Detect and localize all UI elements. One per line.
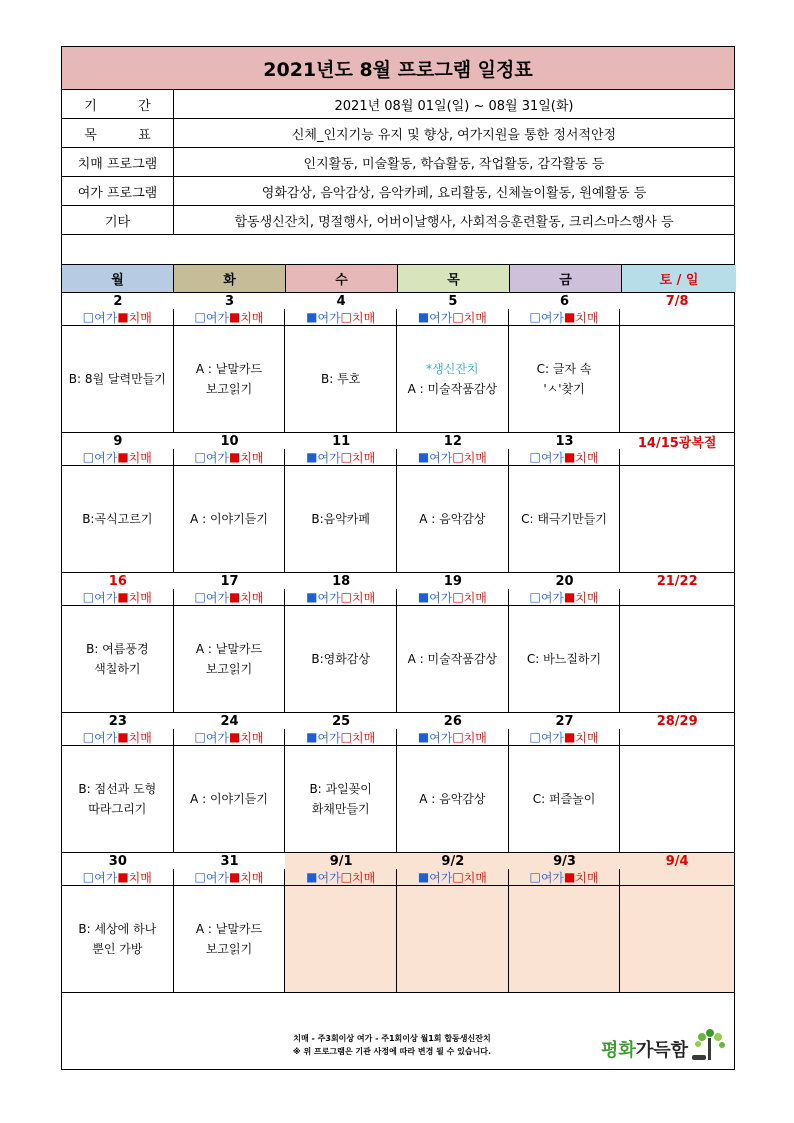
date-number: 9 [113, 433, 123, 449]
activity-cell [620, 466, 734, 572]
info-value: 인지활동, 미술활동, 학습활동, 작업활동, 감각활동 등 [303, 156, 605, 172]
checked-box-icon: ■ [229, 870, 241, 884]
week-row [62, 853, 734, 993]
unchecked-box-icon: □ [529, 310, 541, 324]
checked-box-icon: ■ [229, 590, 241, 604]
checked-box-icon: ■ [417, 870, 430, 884]
week-row [62, 573, 734, 713]
checked-box-icon: ■ [564, 310, 576, 324]
date-number: 26 [443, 713, 462, 729]
activity-cell: C: 글자 속 'ㅅ'찾기 [509, 326, 621, 432]
spacer-row [62, 235, 734, 265]
activity-cell: A : 음악감상 [397, 746, 509, 852]
date-number: 25 [332, 713, 351, 729]
checked-box-icon: ■ [306, 590, 318, 604]
unchecked-box-icon: □ [194, 590, 206, 604]
checked-box-icon: ■ [417, 590, 430, 604]
footer-note-frequency: 치매 - 주3회이상 여가 - 주1회이상 월1회 합동생신잔치 [293, 1034, 491, 1043]
program-type-check: □ 여가 ■ 치매 [509, 869, 621, 885]
date-number: 10 [220, 433, 239, 449]
date-number: 27 [555, 713, 574, 729]
info-value: 영화감상, 음악감상, 음악카페, 요리활동, 신체놀이활동, 원예활동 등 [261, 185, 647, 201]
info-row [62, 206, 734, 235]
week-row [62, 293, 734, 433]
info-value: 합동생신잔치, 명절행사, 어버이날행사, 사회적응훈련활동, 크리스마스행사 등 [234, 214, 674, 230]
program-type-check: □ 여가 ■ 치매 [62, 589, 174, 605]
checked-box-icon: ■ [306, 310, 318, 324]
activity-cell [620, 606, 734, 712]
date-number: 11 [332, 433, 351, 449]
date-number: 9/3 [509, 853, 621, 869]
date-number: 2 [113, 293, 123, 309]
program-type-check: □ 여가 ■ 치매 [174, 589, 286, 605]
activity-cell: B:음악카페 [285, 466, 397, 572]
activity-cell: B:곡식고르기 [62, 466, 174, 572]
checked-box-icon: ■ [229, 310, 241, 324]
program-type-check: ■ 여가 □ 치매 [397, 589, 509, 605]
unchecked-box-icon: □ [452, 450, 464, 464]
logo [601, 1028, 728, 1062]
unchecked-box-icon: □ [340, 870, 353, 884]
activity-cell [285, 886, 397, 992]
program-type-check: □ 여가 ■ 치매 [62, 309, 174, 325]
date-number: 9/2 [397, 853, 509, 869]
program-type-check: □ 여가 ■ 치매 [174, 309, 286, 325]
program-type-check [620, 589, 734, 605]
checked-box-icon: ■ [306, 730, 318, 744]
unchecked-box-icon: □ [340, 730, 353, 744]
weekday-0: 월 [62, 265, 174, 292]
program-type-check [620, 309, 734, 325]
weekday-3: 목 [398, 265, 510, 292]
program-type-check: □ 여가 ■ 치매 [509, 589, 621, 605]
activity-cell [620, 886, 734, 992]
info-value: 2021년 08월 01일(일) ~ 08월 31일(화) [334, 98, 574, 114]
program-type-check: □ 여가 ■ 치매 [174, 449, 286, 465]
unchecked-box-icon: □ [82, 730, 95, 744]
info-label: 기타 [62, 206, 174, 234]
unchecked-box-icon: □ [452, 730, 464, 744]
checked-box-icon: ■ [306, 870, 318, 884]
info-label: 치매 프로그램 [62, 148, 174, 176]
program-type-check: □ 여가 ■ 치매 [174, 729, 286, 745]
activity-cell [509, 886, 621, 992]
program-type-check: □ 여가 ■ 치매 [62, 449, 174, 465]
weekday-5: 토 / 일 [622, 265, 736, 292]
program-type-check: □ 여가 ■ 치매 [62, 729, 174, 745]
page-title: 2021년도 8월 프로그램 일정표 [62, 47, 734, 90]
info-label: 기 간 [62, 90, 174, 118]
weekday-4: 금 [510, 265, 622, 292]
program-type-check: ■ 여가 □ 치매 [285, 869, 397, 885]
date-number: 9/1 [285, 853, 397, 869]
date-number: 3 [224, 293, 235, 309]
date-number: 31 [220, 853, 239, 869]
date-number: 20 [555, 573, 574, 589]
checked-box-icon: ■ [417, 450, 430, 464]
activity-cell: A : 낱말카드 보고읽기 [174, 326, 286, 432]
activity-cell: B: 8월 달력만들기 [62, 326, 174, 432]
checked-box-icon: ■ [229, 730, 241, 744]
info-table [62, 90, 734, 235]
footer [62, 1022, 734, 1069]
activity-cell: A : 음악감상 [397, 466, 509, 572]
unchecked-box-icon: □ [82, 870, 95, 884]
date-number: 21/22 [656, 573, 698, 589]
unchecked-box-icon: □ [529, 590, 541, 604]
info-row [62, 177, 734, 206]
activity-cell: A : 낱말카드 보고읽기 [174, 606, 286, 712]
footer-notes [262, 1032, 522, 1058]
program-type-check: □ 여가 ■ 치매 [174, 869, 286, 885]
unchecked-box-icon: □ [529, 730, 541, 744]
unchecked-box-icon: □ [194, 450, 206, 464]
date-number: 16 [108, 573, 127, 589]
week-row [62, 433, 734, 573]
checked-box-icon: ■ [417, 730, 430, 744]
unchecked-box-icon: □ [340, 450, 353, 464]
program-type-check [620, 729, 734, 745]
program-type-check: □ 여가 ■ 치매 [509, 309, 621, 325]
unchecked-box-icon: □ [452, 870, 464, 884]
activity-cell: B:영화감상 [285, 606, 397, 712]
special-event: *생신잔치 [426, 362, 479, 376]
unchecked-box-icon: □ [82, 450, 95, 464]
date-number: 23 [108, 713, 127, 729]
date-number: 4 [336, 293, 346, 309]
checked-box-icon: ■ [117, 310, 129, 324]
program-type-check: ■ 여가 □ 치매 [285, 729, 397, 745]
activity-cell: B: 세상에 하나 뿐인 가방 [62, 886, 174, 992]
info-label: 목 표 [62, 119, 174, 147]
checked-box-icon: ■ [564, 450, 576, 464]
date-number: 30 [108, 853, 127, 869]
checked-box-icon: ■ [564, 590, 576, 604]
date-number: 19 [443, 573, 462, 589]
date-number: 12 [443, 433, 462, 449]
schedule-sheet [61, 46, 735, 1070]
date-number: 17 [220, 573, 239, 589]
checked-box-icon: ■ [117, 870, 129, 884]
calendar-weeks [62, 293, 734, 993]
footer-note-change: ※ 위 프로그램은 기관 사정에 따라 변경 될 수 있습니다. [292, 1047, 492, 1056]
checked-box-icon: ■ [229, 450, 241, 464]
activity-cell: A : 미술작품감상 [397, 606, 509, 712]
program-type-check: ■ 여가 □ 치매 [397, 729, 509, 745]
program-type-check: □ 여가 ■ 치매 [62, 869, 174, 885]
weekday-header [62, 265, 734, 293]
activity-text: A : 미술작품감상 [407, 382, 498, 396]
date-number: 6 [560, 293, 570, 309]
info-label: 여가 프로그램 [62, 177, 174, 205]
program-type-check: □ 여가 ■ 치매 [509, 729, 621, 745]
activity-cell: C: 퍼즐놀이 [509, 746, 621, 852]
activity-cell: A : 낱말카드 보고읽기 [174, 886, 286, 992]
unchecked-box-icon: □ [452, 590, 464, 604]
date-number: 28/29 [656, 713, 698, 729]
unchecked-box-icon: □ [82, 590, 95, 604]
activity-cell: B: 과일꽂이 화채만들기 [285, 746, 397, 852]
checked-box-icon: ■ [117, 450, 129, 464]
program-type-check: ■ 여가 □ 치매 [397, 309, 509, 325]
unchecked-box-icon: □ [340, 310, 353, 324]
unchecked-box-icon: □ [82, 310, 95, 324]
info-row [62, 119, 734, 148]
date-number: 7/8 [665, 293, 689, 309]
program-type-check: ■ 여가 □ 치매 [285, 589, 397, 605]
week-row [62, 713, 734, 853]
program-type-check: ■ 여가 □ 치매 [397, 869, 509, 885]
checked-box-icon: ■ [417, 310, 430, 324]
program-type-check: ■ 여가 □ 치매 [285, 449, 397, 465]
program-type-check [620, 869, 734, 885]
unchecked-box-icon: □ [194, 310, 206, 324]
info-row [62, 90, 734, 119]
activity-cell: C: 태극기만들기 [509, 466, 621, 572]
activity-cell: B: 투호 [285, 326, 397, 432]
info-row [62, 148, 734, 177]
checked-box-icon: ■ [564, 730, 576, 744]
date-number: 13 [555, 433, 574, 449]
activity-cell: B: 점선과 도형 따라그리기 [62, 746, 174, 852]
activity-cell [397, 326, 509, 432]
activity-cell: A : 이야기듣기 [174, 466, 286, 572]
program-type-check: ■ 여가 □ 치매 [397, 449, 509, 465]
activity-cell [620, 326, 734, 432]
unchecked-box-icon: □ [194, 870, 206, 884]
unchecked-box-icon: □ [340, 590, 353, 604]
checked-box-icon: ■ [564, 870, 576, 884]
logo-text-pyeonghwa: 평화 [601, 1040, 636, 1061]
activity-cell [397, 886, 509, 992]
info-value: 신체_인지기능 유지 및 향상, 여가지원을 통한 정서적안정 [291, 127, 617, 143]
logo-text-gadeukham: 가득함 [635, 1040, 688, 1061]
program-type-check [620, 449, 734, 465]
weekday-1: 화 [174, 265, 286, 292]
weekday-2: 수 [286, 265, 398, 292]
activity-cell [620, 746, 734, 852]
checked-box-icon: ■ [117, 730, 129, 744]
activity-cell: C: 바느질하기 [509, 606, 621, 712]
checked-box-icon: ■ [117, 590, 129, 604]
program-type-check: □ 여가 ■ 치매 [509, 449, 621, 465]
activity-cell: B: 여름풍경 색칠하기 [62, 606, 174, 712]
unchecked-box-icon: □ [194, 730, 206, 744]
date-number: 9/4 [620, 853, 734, 869]
tree-icon [688, 1028, 728, 1062]
date-number: 18 [332, 573, 351, 589]
date-number: 5 [448, 293, 458, 309]
unchecked-box-icon: □ [529, 870, 541, 884]
date-number: 14/15광복절 [637, 435, 717, 451]
unchecked-box-icon: □ [452, 310, 464, 324]
date-number: 24 [220, 713, 239, 729]
checked-box-icon: ■ [306, 450, 318, 464]
program-type-check: ■ 여가 □ 치매 [285, 309, 397, 325]
activity-cell: A : 이야기듣기 [174, 746, 286, 852]
unchecked-box-icon: □ [529, 450, 541, 464]
